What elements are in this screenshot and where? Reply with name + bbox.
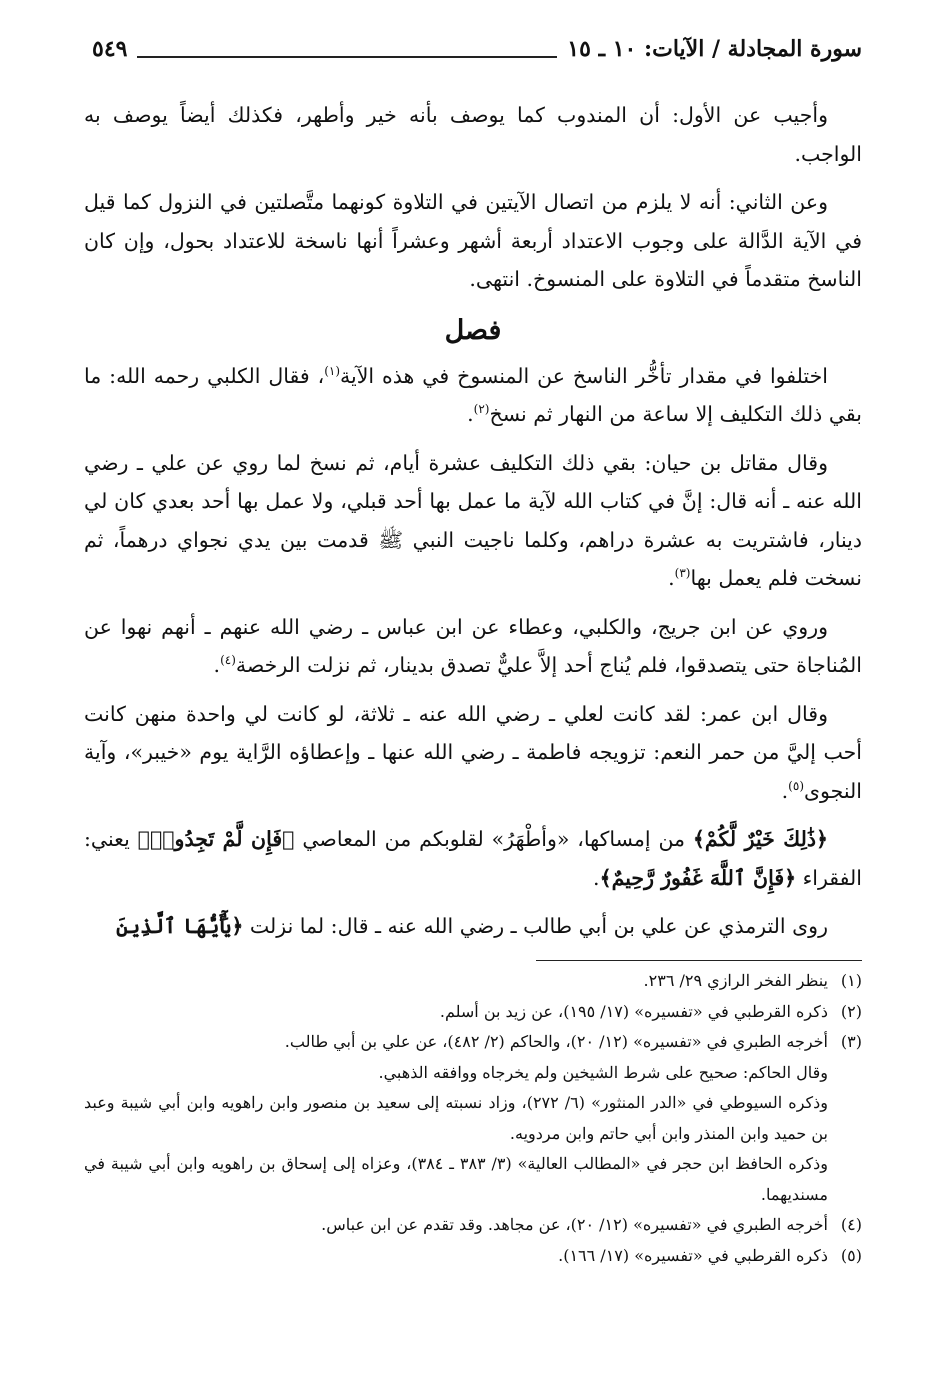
quran-quote: ﴿فَإِنَّ ٱللَّهَ غَفُورٌ رَّحِيمٌ﴾ <box>599 865 797 890</box>
footnote-3 <box>84 1027 862 1058</box>
paragraph-verse-commentary: ﴿ذَٰلِكَ خَيْرٌ لَّكُمْ﴾ من إمساكها، «وأطْهَرُ» لقلوبكم من المعاصي ﴿فَإِن لَّمْ تَجِدُوا۟﴾ يعني: الفقراء ﴿فَإِنَّ ٱللَّهَ غَفُورٌ رَّحِيمٌ﴾. <box>84 827 862 890</box>
quran-quote: ﴿يَٰٓأَيُّهَا ٱلَّذِينَ <box>116 914 244 938</box>
paragraph-reply-first: وأجيب عن الأول: أن المندوب كما يوصف بأنه خير وأطهر، فكذلك أيضاً يوصف به الواجب. <box>84 103 862 166</box>
footnote-number: (٤) <box>840 1215 862 1234</box>
running-header <box>92 26 862 66</box>
footnote-5 <box>84 1241 862 1272</box>
footnote-4 <box>84 1210 862 1241</box>
footnote-2 <box>84 997 862 1028</box>
footnote-text: أخرجه الطبري في «تفسيره» (١٢/ ٢٠)، والحاكم (٢/ ٤٨٢)، عن علي بن أبي طالب. <box>284 1032 828 1051</box>
footnote-3-continuation: وذكره السيوطي في «الدر المنثور» (٦/ ٢٧٢)، وزاد نسبته إلى سعيد بن منصور وابن راهويه وابن أبي شيبة وعبد بن حميد وابن المنذر وابن أبي حاتم وابن مردويه. <box>84 1093 828 1143</box>
paragraph-muqatil: وقال مقاتل بن حيان: بقي ذلك التكليف عشرة أيام، ثم نسخ لما روي عن علي ـ رضي الله عنه ـ أنه قال: إنَّ في كتاب الله لآية ما عمل بها أحد قبلي، ولا عمل بها أحد بعدي كان لي دينار، فاشتريت به عشرة دراهم، وكلما ناجيت النبي ﷺ قدمت بين يدي نجواي درهماً، ثم نسخت فلم يعمل بها$^{(٣)}$. <box>84 450 862 590</box>
paragraph-abrogation-delay: اختلفوا في مقدار تأخُّر الناسخ عن المنسوخ في هذه الآية$^{(١)}$، فقال الكلبي رحمه الله: ما بقي ذلك التكليف إلا ساعة من النهار ثم نسخ$^{(٢)}$. <box>84 363 862 426</box>
footnote-ref-1[interactable]: (١) <box>324 363 341 378</box>
footnote-1 <box>84 966 862 997</box>
page-number: ٥٤٩ <box>92 36 128 62</box>
footnote-ref-4[interactable]: (٤) <box>220 653 236 668</box>
footnote-3-continuation: وذكره الحافظ ابن حجر في «المطالب العالية» (٣/ ٣٨٣ ـ ٣٨٤)، وعزاه إلى إسحاق بن راهويه وابن أبي شيبة في مسنديهما. <box>84 1154 828 1204</box>
footnote-3-continuation: وقال الحاكم: صحيح على شرط الشيخين ولم يخرجاه ووافقه الذهبي. <box>378 1062 828 1082</box>
paragraph-tirmidhi: روى الترمذي عن علي بن أبي طالب ـ رضي الله عنه ـ قال: لما نزلت ﴿يَٰٓأَيُّهَا ٱلَّذِينَ <box>116 914 828 938</box>
footnotes <box>84 966 862 1271</box>
footnote-number: (١) <box>840 971 862 990</box>
header-rule <box>137 56 557 58</box>
footnote-number: (٣) <box>840 1032 862 1051</box>
paragraph-reply-second: وعن الثاني: أنه لا يلزم من اتصال الآيتين في التلاوة كونهما متَّصلتين في النزول كما قيل في الآية الدَّالة على وجوب الاعتداد أربعة أشهر وعشراً أنها ناسخة للاعتداد بحول، وإن كان الناسخ متقدماً في التلاوة على المنسوخ. انتهى. <box>84 190 862 291</box>
main-text <box>84 96 862 956</box>
footnote-number: (٢) <box>840 1001 862 1021</box>
footnote-number: (٥) <box>840 1245 862 1265</box>
chapter-title: سورة المجادلة / الآيات: ١٠ ـ ١٥ <box>567 36 862 62</box>
quran-quote: ﴿ذَٰلِكَ خَيْرٌ لَّكُمْ﴾ <box>692 827 828 851</box>
footnote-ref-3[interactable]: (٣) <box>674 566 691 581</box>
footnote-text: ينظر الفخر الرازي ٢٩/ ٢٣٦. <box>643 971 828 990</box>
footnote-separator <box>536 960 862 961</box>
footnote-ref-5[interactable]: (٥) <box>788 778 804 793</box>
footnote-text: ذكره القرطبي في «تفسيره» (١٧/ ١٩٥)، عن زيد بن أسلم. <box>439 1001 828 1021</box>
footnote-text: أخرجه الطبري في «تفسيره» (١٢/ ٢٠)، عن مجاهد. وقد تقدم عن ابن عباس. <box>321 1215 828 1234</box>
paragraph-ibn-jurayj: وروي عن ابن جريج، والكلبي، وعطاء عن ابن عباس ـ رضي الله عنهم ـ أنهم نهوا عن المُناجاة حتى يتصدقوا، فلم يُناج أحد إلاَّ عليٌّ تصدق بدينار، ثم نزلت الرخصة$^{(٤)}$. <box>84 614 862 677</box>
paragraph-ibn-umar: وقال ابن عمر: لقد كانت لعلي ـ رضي الله عنه ـ ثلاثة، لو كانت لي واحدة منهن كانت أحب إليَّ من حمر النعم: تزويجه فاطمة ـ رضي الله عنها ـ وإعطاؤه الرَّاية يوم «خيبر»، وآية النجوى$^{(٥)}$. <box>84 701 862 803</box>
section-title: فصل <box>444 314 502 346</box>
footnote-ref-2[interactable]: (٢) <box>473 402 490 417</box>
footnote-text: ذكره القرطبي في «تفسيره» (١٧/ ١٦٦). <box>558 1245 828 1265</box>
quran-quote: ﴿فَإِن لَّمْ تَجِدُوا۟﴾ <box>137 827 295 851</box>
